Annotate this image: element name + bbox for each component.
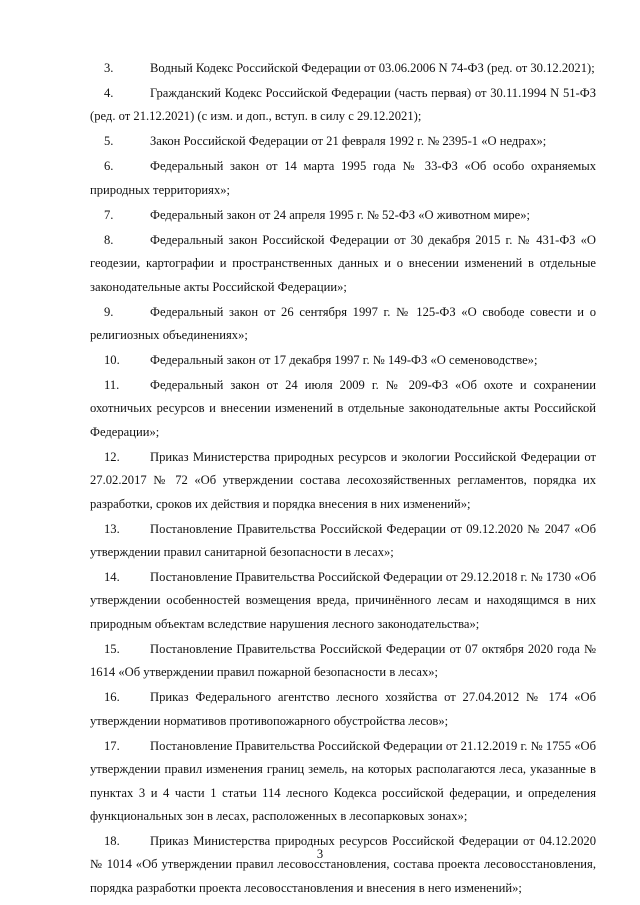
legal-acts-list xyxy=(90,57,596,902)
item-number: 13. xyxy=(104,521,120,536)
item-text: Федеральный закон от 14 марта 1995 года № 33-ФЗ «Об особо охраняемых природных территориях»; xyxy=(90,159,596,197)
item-text: Приказ Федерального агентство лесного хозяйства от 27.04.2012 № 174 «Об утверждении нормативов противопожарного обустройства лесов»; xyxy=(90,690,596,728)
item-text: Приказ Министерства природных ресурсов Российской Федерации от 04.12.2020 № 1014 «Об утверждении правил лесовосстановления, состава проекта лесовосстановления, порядка разработки проекта лесовосстановления и внесения в него изменений»; xyxy=(90,833,596,895)
item-text: Гражданский Кодекс Российской Федерации (часть первая) от 30.11.1994 N 51-ФЗ (ред. от 21.12.2021) (с изм. и доп., вступ. в силу с 29.12.2021); xyxy=(90,86,596,124)
item-number: 9. xyxy=(104,304,114,319)
item-number: 14. xyxy=(104,570,120,585)
item-number: 16. xyxy=(104,690,120,705)
item-text: Федеральный закон от 26 сентября 1997 г. № 125-ФЗ «О свободе совести и о религиозных объединениях»; xyxy=(90,304,596,343)
item-number: 17. xyxy=(104,738,120,753)
item-text: Постановление Правительства Российской Федерации от 07 октября 2020 года № 1614 «Об утверждении правил пожарной безопасности в лесах»; xyxy=(90,641,596,680)
item-text: Федеральный закон от 24 апреля 1995 г. № 52-ФЗ «О животном мире»; xyxy=(150,207,531,222)
item-number: 8. xyxy=(104,232,114,247)
item-text: Водный Кодекс Российской Федерации от 03.06.2006 N 74-ФЗ (ред. от 30.12.2021); xyxy=(150,61,595,75)
list-item xyxy=(90,229,596,299)
item-number: 11. xyxy=(104,378,120,393)
list-item xyxy=(90,130,596,153)
list-item xyxy=(90,374,596,444)
list-item xyxy=(90,566,596,636)
item-text: Закон Российской Федерации от 21 февраля 1992 г. № 2395-1 «О недрах»; xyxy=(150,134,547,149)
list-item xyxy=(90,155,596,202)
item-text: Постановление Правительства Российской Федерации от 21.12.2019 г. № 1755 «Об утверждении правил изменения границ земель, на которых располагаются леса, указанные в пунктах 3 и 4 части 1 статьи 114 лесного Кодекса российской федерации, и определения функциональных зон в лесах, расположенных в лесопарковых зонах»; xyxy=(90,738,596,823)
item-text: Федеральный закон от 24 июля 2009 г. № 209-ФЗ «Об охоте и сохранении охотничьих ресурсов и внесении изменений в отдельные законодательные акты Российской Федерации»; xyxy=(90,378,596,439)
list-item xyxy=(90,735,596,829)
list-item xyxy=(90,57,596,80)
list-item xyxy=(90,204,596,227)
list-item xyxy=(90,518,596,565)
item-text: Постановление Правительства Российской Федерации от 09.12.2020 № 2047 «Об утверждении правил санитарной безопасности в лесах»; xyxy=(90,521,596,560)
item-number: 18. xyxy=(104,833,120,848)
item-text: Федеральный закон Российской Федерации от 30 декабря 2015 г. № 431-ФЗ «О геодезии, картографии и пространственных данных и о внесении изменений в отдельные законодательные акты Российской Федерации»; xyxy=(90,232,596,294)
item-text: Приказ Министерства природных ресурсов и экологии Российской Федерации от 27.02.2017 № 72 «Об утверждении состава лесохозяйственных регламентов, порядка их разработки, сроков их действия и порядка внесения в них изменений»; xyxy=(90,449,596,511)
item-number: 7. xyxy=(104,207,114,222)
item-number: 15. xyxy=(104,641,120,656)
item-number: 6. xyxy=(104,159,114,174)
list-item xyxy=(90,638,596,685)
list-item xyxy=(90,82,596,129)
list-item xyxy=(90,349,596,372)
list-item xyxy=(90,301,596,348)
item-number: 10. xyxy=(104,353,120,368)
item-number: 5. xyxy=(104,134,114,149)
item-text: Федеральный закон от 17 декабря 1997 г. № 149-ФЗ «О семеноводстве»; xyxy=(150,353,538,368)
list-item xyxy=(90,446,596,516)
page-number: 3 xyxy=(316,847,324,861)
item-number: 3. xyxy=(104,61,114,75)
item-number: 4. xyxy=(104,86,114,100)
item-text: Постановление Правительства Российской Федерации от 29.12.2018 г. № 1730 «Об утверждении особенностей возмещения вреда, причинённого лесам и находящимся в них природным объектам вследствие нарушения лесного законодательства»; xyxy=(90,570,596,631)
item-number: 12. xyxy=(104,449,120,464)
list-item xyxy=(90,686,596,733)
